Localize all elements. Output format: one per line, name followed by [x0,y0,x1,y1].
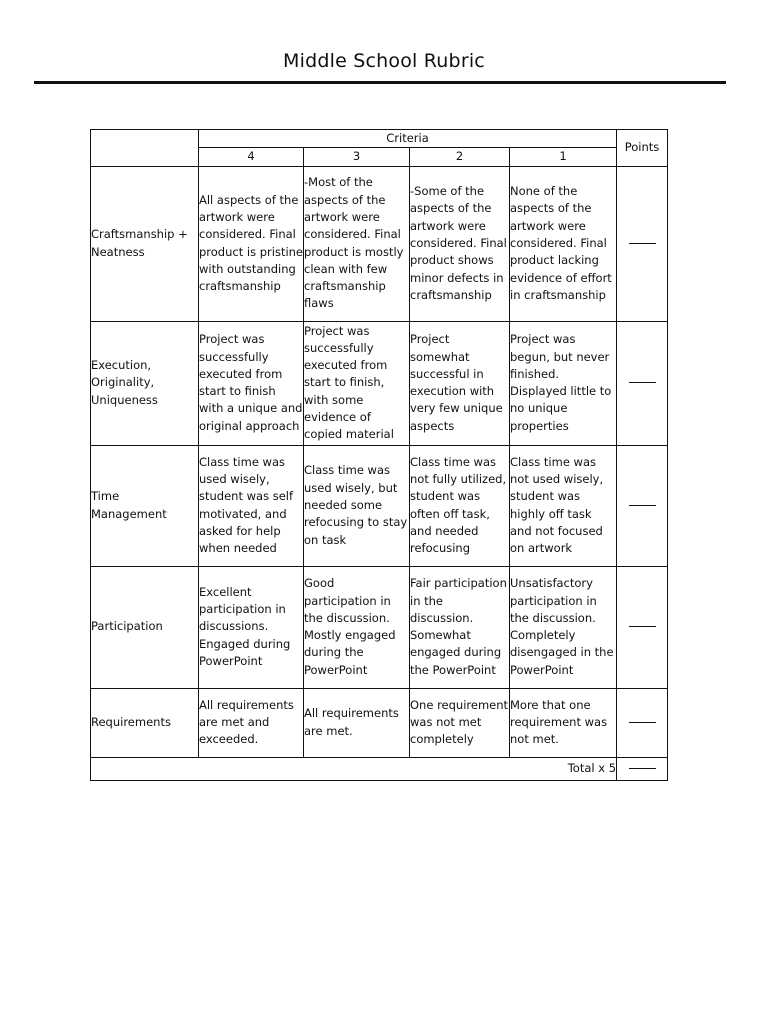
total-row [91,757,668,780]
points-blank-line [629,505,656,506]
points-header: Points [617,130,668,167]
title-rule [34,81,726,84]
score-level-2: 2 [410,148,510,166]
rubric-row-participation [91,566,668,688]
description-cell: All aspects of the artwork were considered. Final product is pristine with outstanding craftsmanship [199,166,304,321]
page-title: Middle School Rubric [283,50,485,72]
category-label: Requirements [91,688,199,757]
rubric-row-craftsmanship [91,166,668,321]
description-cell: Project was successfully executed from start to finish with a unique and original approach [199,321,304,445]
description-cell: One requirement was not met completely [410,688,510,757]
score-level-1: 1 [510,148,617,166]
description-cell: All requirements are met and exceeded. [199,688,304,757]
description-cell: Class time was not used wisely, student was highly off task and not focused on artwork [510,445,617,566]
criteria-header: Criteria [199,130,617,148]
rubric-row-execution [91,321,668,445]
category-label: Execution, Originality, Uniqueness [91,321,199,445]
points-blank[interactable] [617,321,668,445]
points-blank-line [629,722,656,723]
total-points-blank[interactable] [617,757,668,780]
category-label: Participation [91,566,199,688]
description-cell: Class time was used wisely, student was self motivated, and asked for help when needed [199,445,304,566]
description-cell: Project somewhat successful in execution with very few unique aspects [410,321,510,445]
description-cell: None of the aspects of the artwork were considered. Final product lacking evidence of effort in craftsmanship [510,166,617,321]
points-blank-line [629,626,656,627]
rubric-table [90,129,668,781]
points-blank[interactable] [617,566,668,688]
description-cell: Unsatisfactory participation in the discussion. Completely disengaged in the PowerPoint [510,566,617,688]
total-label: Total x 5 [91,757,617,780]
description-cell: -Most of the aspects of the artwork were considered. Final product is mostly clean with few craftsmanship flaws [304,166,410,321]
description-cell: More that one requirement was not met. [510,688,617,757]
score-level-4: 4 [199,148,304,166]
points-blank-line [629,382,656,383]
description-cell: -Some of the aspects of the artwork were considered. Final product shows minor defects in craftsmanship [410,166,510,321]
description-cell: Excellent participation in discussions. Engaged during PowerPoint [199,566,304,688]
description-cell: Class time was used wisely, but needed some refocusing to stay on task [304,445,410,566]
category-label: Craftsmanship + Neatness [91,166,199,321]
description-cell: Fair participation in the discussion. Somewhat engaged during the PowerPoint [410,566,510,688]
category-label: Time Management [91,445,199,566]
points-blank[interactable] [617,166,668,321]
header-row-criteria [91,130,668,148]
points-blank[interactable] [617,445,668,566]
corner-cell [91,130,199,167]
description-cell: All requirements are met. [304,688,410,757]
description-cell: Project was begun, but never finished. Displayed little to no unique properties [510,321,617,445]
rubric-row-requirements [91,688,668,757]
description-cell: Project was successfully executed from start to finish, with some evidence of copied material [304,321,410,445]
points-blank[interactable] [617,688,668,757]
description-cell: Good participation in the discussion. Mostly engaged during the PowerPoint [304,566,410,688]
total-blank-line [629,768,656,769]
description-cell: Class time was not fully utilized, student was often off task, and needed refocusing [410,445,510,566]
score-level-3: 3 [304,148,410,166]
points-blank-line [629,243,656,244]
rubric-row-time-management [91,445,668,566]
